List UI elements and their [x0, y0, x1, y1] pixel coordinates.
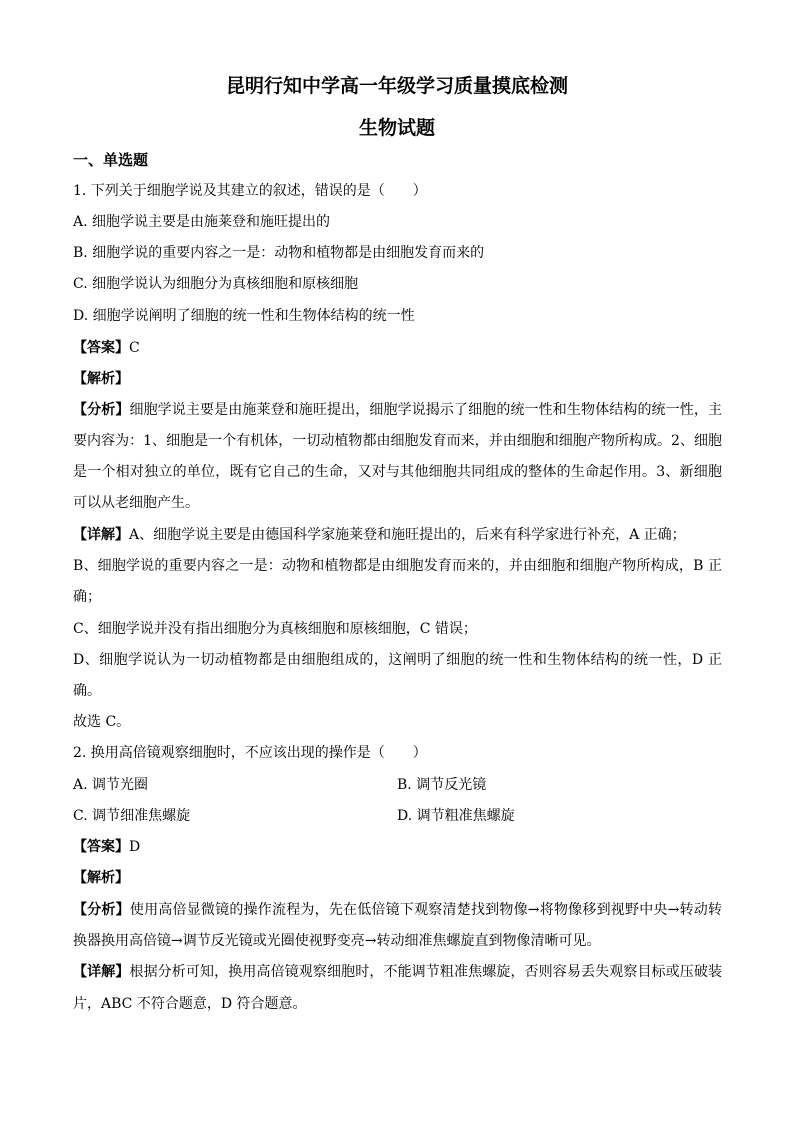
q2-fenxi-tag: 【分析】: [73, 902, 130, 918]
q2-option-d: D. 调节粗准焦螺旋: [397, 808, 515, 824]
q1-answer-tag: 【答案】: [73, 340, 129, 356]
q2-xiangjie-tag: 【详解】: [73, 964, 130, 980]
q1-fenxi-text-1: 细胞学说主要是由施莱登和施旺提出，细胞学说揭示了细胞的统一性和生物体结构的统一性，主: [129, 402, 723, 418]
q1-answer-value: C: [129, 340, 140, 356]
q1-xiangjie-line-2: B、细胞学说的重要内容之一是：动物和植物都是由细胞发育而来的，并由细胞和细胞产物所构成，B 正: [73, 558, 722, 574]
q1-option-b: B. 细胞学说的重要内容之一是：动物和植物都是由细胞发育而来的: [73, 245, 485, 261]
q2-xiangjie-text-1: 根据分析可知，换用高倍镜观察细胞时，不能调节粗准焦螺旋，否则容易丢失观察目标或压破装: [129, 964, 723, 980]
q2-fenxi-text-1: 使用高倍显微镜的操作流程为，先在低倍镜下观察清楚找到物像→将物像移到视野中央→转动转: [129, 902, 723, 918]
q1-xiangjie-tag: 【详解】: [73, 527, 129, 543]
q1-fenxi-tag: 【分析】: [73, 402, 130, 418]
q1-xiangjie-line-6: 确。: [73, 683, 101, 699]
q2-fenxi-line-1: [73, 900, 722, 920]
q2-xiangjie-line-2: 片，ABC 不符合题意，D 符合题意。: [73, 996, 307, 1012]
q2-option-c: C. 调节细准焦螺旋: [73, 808, 191, 824]
q1-xiangjie-line-5: D、细胞学说认为一切动植物都是由细胞组成的，这阐明了细胞的统一性和生物体结构的统一性，D 正: [73, 652, 722, 668]
q2-answer-tag: 【答案】: [73, 839, 129, 855]
q1-option-c: C. 细胞学说认为细胞分为真核细胞和原核细胞: [73, 276, 359, 292]
q2-fenxi-line-2: 换器换用高倍镜→调节反光镜或光圈使视野变亮→转动细准焦螺旋直到物像清晰可见。: [73, 933, 601, 949]
q1-xiangjie-line-3: 确；: [73, 589, 101, 605]
q2-stem: 2. 换用高倍镜观察细胞时，不应该出现的操作是（ ）: [73, 745, 427, 761]
q1-xiangjie-line-1: [73, 525, 722, 545]
q2-option-a: A. 调节光圈: [73, 777, 149, 793]
q1-xiangjie-line-4: C、细胞学说并没有指出细胞分为真核细胞和原核细胞，C 错误；: [73, 621, 477, 637]
q1-fenxi-line-2: 要内容为：1、细胞是一个有机体，一切动植物都由细胞发育而来，并由细胞和细胞产物所构成。2、细胞: [73, 433, 722, 449]
q2-answer: [73, 837, 722, 857]
q1-analysis-tag: 【解析】: [73, 371, 129, 387]
q2-answer-value: D: [129, 839, 141, 855]
q1-answer: [73, 338, 722, 358]
q1-option-d: D. 细胞学说阐明了细胞的统一性和生物体结构的统一性: [73, 308, 415, 324]
q1-fenxi-line-4: 可以从老细胞产生。: [73, 495, 199, 511]
q1-option-a: A. 细胞学说主要是由施莱登和施旺提出的: [73, 214, 331, 230]
document-subtitle: 生物试题: [358, 117, 435, 139]
document-title: 昆明行知中学高一年级学习质量摸底检测: [225, 75, 568, 97]
q1-conclusion: 故选 C。: [73, 714, 131, 730]
q2-xiangjie-line-1: [73, 962, 722, 982]
q1-fenxi-line-3: 是一个相对独立的单位，既有它自己的生命，又对与其他细胞共同组成的整体的生命起作用。3、新细胞: [73, 464, 722, 480]
q1-stem: 1. 下列关于细胞学说及其建立的叙述，错误的是（ ）: [73, 183, 427, 199]
q2-option-b: B. 调节反光镜: [397, 777, 487, 793]
q2-analysis-tag: 【解析】: [73, 870, 129, 886]
q1-xiangjie-text-1: A、细胞学说主要是由德国科学家施莱登和施旺提出的，后来有科学家进行补充，A 正确；: [129, 527, 686, 543]
section-heading: 一、单选题: [73, 151, 149, 169]
q1-fenxi-line-1: [73, 400, 722, 420]
